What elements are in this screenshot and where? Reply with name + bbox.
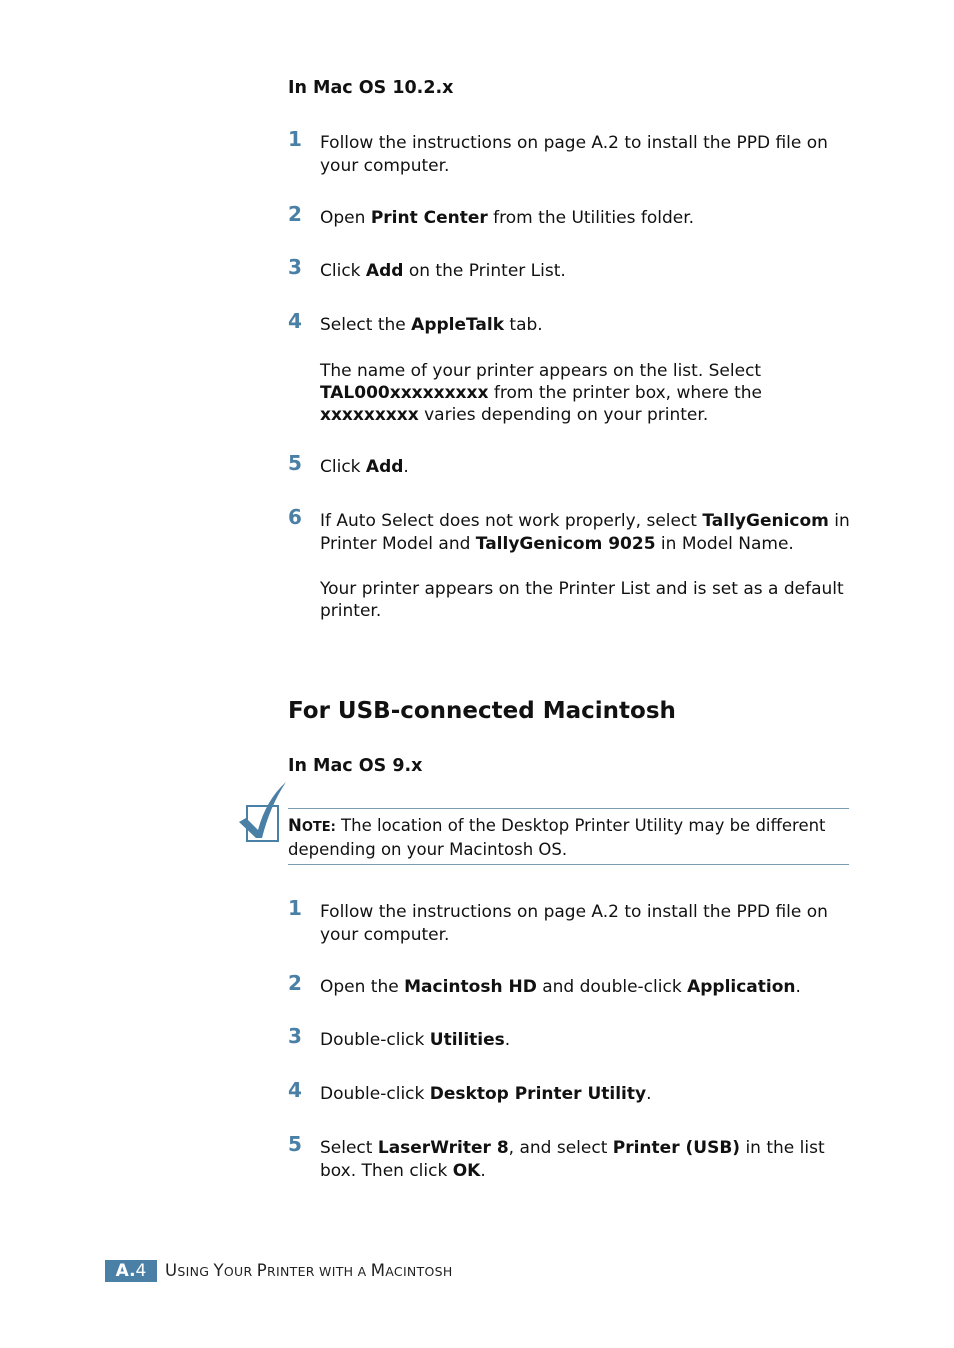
text-run: . <box>480 1160 486 1181</box>
title-run: Y <box>213 1261 224 1280</box>
text-run: Select <box>320 1138 378 1158</box>
step-number: 6 <box>288 505 302 529</box>
note-bottom-rule <box>288 864 849 865</box>
step-text <box>320 260 860 283</box>
step-text <box>320 901 860 946</box>
step-4-description <box>320 360 860 426</box>
text-run: Double-click <box>320 1030 430 1050</box>
bold-term: Utilities <box>429 1030 505 1050</box>
text-run: Select the <box>320 315 412 335</box>
step-number: 1 <box>288 127 302 151</box>
text-run: Follow the instructions on page A.2 to install the PPD file on your computer. <box>320 133 828 176</box>
bold-term: Add <box>365 261 404 281</box>
title-run: ACINTOSH <box>385 1264 453 1279</box>
note-label: NOTE: <box>288 816 336 835</box>
bold-term: OK <box>452 1160 481 1181</box>
page-number-badge: A.4 <box>105 1260 157 1282</box>
bold-term: Application <box>687 977 796 997</box>
bold-term: Add <box>365 457 404 477</box>
text-run: Follow the instructions on page A.2 to install the PPD file on your computer. <box>320 902 828 945</box>
title-run: P <box>256 1261 268 1280</box>
text-run: . <box>403 457 409 477</box>
step-text <box>320 132 860 177</box>
subheading-mac-os-10-2: In Mac OS 10.2.x <box>288 78 454 98</box>
title-run: U <box>165 1261 178 1280</box>
step-number: 1 <box>288 896 302 920</box>
bold-term: xxxxxxxxx <box>320 405 419 425</box>
note-top-rule <box>288 808 849 809</box>
step-text <box>320 510 860 555</box>
step-6-description: Your printer appears on the Printer List and is set as a default printer. <box>320 579 844 621</box>
chapter-title <box>165 1261 453 1280</box>
bold-term: TallyGenicom <box>702 511 829 531</box>
bold-term: Print Center <box>370 208 488 228</box>
step-number: 4 <box>288 1078 302 1102</box>
step-text <box>320 1083 860 1106</box>
step-number: 3 <box>288 1024 302 1048</box>
step-number: 5 <box>288 451 302 475</box>
title-run: M <box>370 1261 386 1280</box>
step-text <box>320 1029 860 1052</box>
step-text <box>320 207 860 230</box>
text-run: and double-click <box>536 977 688 997</box>
text-run: from the Utilities folder. <box>487 208 695 228</box>
step-number: 3 <box>288 255 302 279</box>
text-run: Double-click <box>320 1084 430 1104</box>
text-run: , and select <box>508 1138 613 1158</box>
bold-term: AppleTalk <box>411 315 505 335</box>
bold-term: Macintosh HD <box>404 977 537 997</box>
bold-term: Printer (USB) <box>612 1138 741 1158</box>
text-run: The name of your printer appears on the list. Select <box>320 361 762 381</box>
text-run: varies depending on your printer. <box>418 405 709 425</box>
step-number: 2 <box>288 971 302 995</box>
note-box <box>288 815 853 860</box>
section-heading-usb: For USB-connected Macintosh <box>288 698 676 724</box>
step-number: 4 <box>288 309 302 333</box>
title-run: SING <box>177 1264 214 1279</box>
text-run: on the Printer List. <box>403 261 566 281</box>
step-number: 2 <box>288 202 302 226</box>
title-run: OUR <box>223 1264 257 1279</box>
step-text <box>320 976 860 999</box>
text-run: in Model Name. <box>655 533 794 554</box>
step-text <box>320 456 860 479</box>
bold-term: TAL000xxxxxxxxx <box>320 383 489 403</box>
text-run: from the printer box, where the <box>488 383 762 403</box>
text-run: Open the <box>320 977 405 997</box>
text-run: . <box>504 1030 511 1050</box>
text-run: Open <box>320 208 371 228</box>
text-run: in the list box. Then click <box>320 1138 825 1181</box>
text-run: Click <box>320 457 366 477</box>
step-text <box>320 1137 860 1182</box>
title-run: RINTER WITH A <box>267 1264 371 1279</box>
bold-term: TallyGenicom 9025 <box>475 533 656 554</box>
step-text <box>320 314 860 337</box>
text-run: . <box>795 977 801 997</box>
text-run: . <box>646 1084 652 1104</box>
note-text: The location of the Desktop Printer Utility may be different depending on your Macintosh OS. <box>288 816 826 859</box>
subheading-mac-os-9: In Mac OS 9.x <box>288 756 423 776</box>
text-run: in Printer Model and <box>320 511 850 554</box>
bold-term: LaserWriter 8 <box>377 1138 509 1158</box>
text-run: If Auto Select does not work properly, select <box>320 511 703 531</box>
text-run: tab. <box>504 315 543 335</box>
text-run: Click <box>320 261 366 281</box>
bold-term: Desktop Printer Utility <box>429 1084 647 1104</box>
checkmark-note-icon <box>236 780 288 844</box>
step-number: 5 <box>288 1132 302 1156</box>
